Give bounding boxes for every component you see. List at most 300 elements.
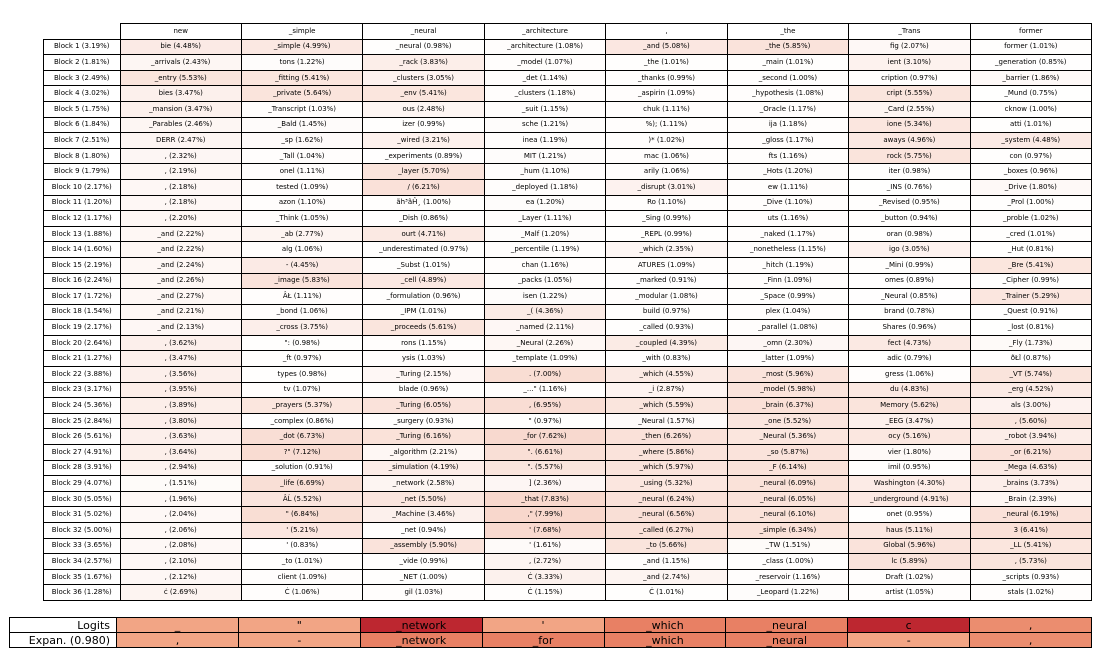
token-cell: _to (5.66%)	[606, 538, 727, 554]
token-cell: Draft (1.02%)	[849, 569, 970, 585]
table-row	[44, 382, 1092, 398]
logits-expansion-table	[9, 617, 1092, 648]
table-row	[44, 242, 1092, 258]
token-cell: _or (6.21%)	[970, 445, 1091, 461]
token-cell: _and (2.27%)	[120, 289, 241, 305]
token-cell: _fitting (5.41%)	[241, 70, 362, 86]
token-cell: ATURES (1.09%)	[606, 257, 727, 273]
summary-token-cell: ,	[970, 633, 1092, 648]
table-row	[44, 195, 1092, 211]
token-cell: izer (0.99%)	[363, 117, 484, 133]
token-cell: _Turing (2.15%)	[363, 367, 484, 383]
token-cell: _complex (0.86%)	[241, 413, 362, 429]
token-cell: _Layer (1.11%)	[484, 211, 605, 227]
table-row	[44, 289, 1092, 305]
token-cell: _TW (1.51%)	[727, 538, 848, 554]
token-cell: _Machine (3.46%)	[363, 507, 484, 523]
row-label: Block 5 (1.75%)	[44, 101, 121, 117]
token-cell: _neural (6.09%)	[727, 476, 848, 492]
token-cell: _network (2.58%)	[363, 476, 484, 492]
token-cell: _rack (3.83%)	[363, 55, 484, 71]
token-cell: _lost (0.81%)	[970, 320, 1091, 336]
token-cell: _so (5.87%)	[727, 445, 848, 461]
table-row	[44, 86, 1092, 102]
token-cell: arily (1.06%)	[606, 164, 727, 180]
token-cell: _ab (2.77%)	[241, 226, 362, 242]
token-cell: , (3.64%)	[120, 445, 241, 461]
token-cell: , (2.18%)	[120, 195, 241, 211]
token-cell: , (3.95%)	[120, 382, 241, 398]
token-cell: _and (2.21%)	[120, 304, 241, 320]
table-row	[44, 445, 1092, 461]
token-cell: ' (5.21%)	[241, 523, 362, 539]
token-cell: _Sing (0.99%)	[606, 211, 727, 227]
token-cell: Global (5.96%)	[849, 538, 970, 554]
token-cell: _that (7.83%)	[484, 491, 605, 507]
token-cell: _private (5.64%)	[241, 86, 362, 102]
token-cell: _IPM (1.01%)	[363, 304, 484, 320]
token-cell: _named (2.11%)	[484, 320, 605, 336]
summary-token-cell: ,	[970, 618, 1092, 633]
token-cell: _one (5.52%)	[727, 413, 848, 429]
token-cell: ysis (1.03%)	[363, 351, 484, 367]
token-cell: Washington (4.30%)	[849, 476, 970, 492]
token-cell: _VT (5.74%)	[970, 367, 1091, 383]
token-cell: _ft (0.97%)	[241, 351, 362, 367]
summary-token-cell: _	[117, 618, 239, 633]
token-cell: ," (7.99%)	[484, 507, 605, 523]
token-cell: _clusters (3.05%)	[363, 70, 484, 86]
token-cell: , (2.32%)	[120, 148, 241, 164]
token-cell: _brains (3.73%)	[970, 476, 1091, 492]
token-cell: _..." (1.16%)	[484, 382, 605, 398]
token-cell: _second (1.00%)	[727, 70, 848, 86]
token-cell: _percentile (1.19%)	[484, 242, 605, 258]
token-cell: _omn (2.30%)	[727, 335, 848, 351]
token-cell: _brain (6.37%)	[727, 398, 848, 414]
token-cell: _thanks (0.99%)	[606, 70, 727, 86]
token-cell: cript (5.55%)	[849, 86, 970, 102]
token-cell: gress (1.06%)	[849, 367, 970, 383]
token-cell: Ċ (3.33%)	[484, 569, 605, 585]
token-cell: fect (4.73%)	[849, 335, 970, 351]
token-cell: _Quest (0.91%)	[970, 304, 1091, 320]
token-cell: _vide (0.99%)	[363, 554, 484, 570]
token-cell: ourt (4.71%)	[363, 226, 484, 242]
summary-token-cell: _which	[604, 618, 726, 633]
token-cell: _clusters (1.18%)	[484, 86, 605, 102]
summary-rows	[10, 618, 1092, 648]
column-header-row	[44, 24, 1092, 40]
token-cell: , (3.80%)	[120, 413, 241, 429]
token-cell: _Parables (2.46%)	[120, 117, 241, 133]
summary-row	[10, 633, 1092, 648]
row-label: Block 17 (1.72%)	[44, 289, 121, 305]
token-cell: , (2.72%)	[484, 554, 605, 570]
token-cell: _simple (6.34%)	[727, 523, 848, 539]
summary-token-cell: "	[238, 618, 360, 633]
token-cell: _hum (1.10%)	[484, 164, 605, 180]
token-cell: _modular (1.08%)	[606, 289, 727, 305]
token-cell: _Neural (0.85%)	[849, 289, 970, 305]
token-cell: _Card (2.55%)	[849, 101, 970, 117]
column-header: _architecture	[484, 24, 605, 40]
table-row	[44, 320, 1092, 336]
token-cell: _i (2.87%)	[606, 382, 727, 398]
token-cell: _mansion (3.47%)	[120, 101, 241, 117]
table-row	[44, 429, 1092, 445]
token-cell: _assembly (5.90%)	[363, 538, 484, 554]
token-cell: _Turing (6.16%)	[363, 429, 484, 445]
token-cell: _cred (1.01%)	[970, 226, 1091, 242]
token-cell: Memory (5.62%)	[849, 398, 970, 414]
token-cell: _arrivals (2.43%)	[120, 55, 241, 71]
token-cell: bie (4.48%)	[120, 39, 241, 55]
row-label: Block 36 (1.28%)	[44, 585, 121, 601]
token-cell: _model (1.07%)	[484, 55, 605, 71]
token-cell: _Hut (0.81%)	[970, 242, 1091, 258]
column-header: _neural	[363, 24, 484, 40]
token-cell: _Leopard (1.22%)	[727, 585, 848, 601]
token-cell: aways (4.96%)	[849, 133, 970, 149]
token-cell: chuk (1.11%)	[606, 101, 727, 117]
token-cell: uts (1.16%)	[727, 211, 848, 227]
summary-token-cell: _which	[604, 633, 726, 648]
token-cell: _Trainer (5.29%)	[970, 289, 1091, 305]
token-cell: MIT (1.21%)	[484, 148, 605, 164]
table-row	[44, 226, 1092, 242]
token-cell: , (1.51%)	[120, 476, 241, 492]
row-label: Block 31 (5.02%)	[44, 507, 121, 523]
token-cell: con (0.97%)	[970, 148, 1091, 164]
token-cell: _disrupt (3.01%)	[606, 179, 727, 195]
token-cell: _aspirin (1.09%)	[606, 86, 727, 102]
token-cell: _life (6.69%)	[241, 476, 362, 492]
token-cell: _Subst (1.01%)	[363, 257, 484, 273]
summary-row-label: Expan. (0.980)	[10, 633, 117, 648]
token-cell: _det (1.14%)	[484, 70, 605, 86]
token-cell: _erg (4.52%)	[970, 382, 1091, 398]
token-cell: sche (1.21%)	[484, 117, 605, 133]
token-cell: inea (1.19%)	[484, 133, 605, 149]
row-label: Block 1 (3.19%)	[44, 39, 121, 55]
row-label: Block 7 (2.51%)	[44, 133, 121, 149]
token-cell: _with (0.83%)	[606, 351, 727, 367]
token-cell: _Malf (1.20%)	[484, 226, 605, 242]
token-cell: azon (1.10%)	[241, 195, 362, 211]
token-cell: tv (1.07%)	[241, 382, 362, 398]
table-row	[44, 133, 1092, 149]
table-row	[44, 117, 1092, 133]
token-cell: _the (5.85%)	[727, 39, 848, 55]
token-cell: omes (0.89%)	[849, 273, 970, 289]
token-cell: onet (0.95%)	[849, 507, 970, 523]
token-cell: _env (5.41%)	[363, 86, 484, 102]
token-cell: " (0.97%)	[484, 413, 605, 429]
token-cell: onel (1.11%)	[241, 164, 362, 180]
column-header: former	[970, 24, 1091, 40]
row-label: Block 30 (5.05%)	[44, 491, 121, 507]
table-row	[44, 351, 1092, 367]
token-cell: _Fly (1.73%)	[970, 335, 1091, 351]
token-cell: client (1.09%)	[241, 569, 362, 585]
token-cell: , (3.63%)	[120, 429, 241, 445]
token-cell: _net (0.94%)	[363, 523, 484, 539]
token-cell: _Neural (2.26%)	[484, 335, 605, 351]
corner-cell	[44, 24, 121, 40]
row-label: Block 24 (5.36%)	[44, 398, 121, 414]
token-cell: - (4.45%)	[241, 257, 362, 273]
row-label: Block 13 (1.88%)	[44, 226, 121, 242]
token-cell: _neural (6.10%)	[727, 507, 848, 523]
token-cell: lc (5.89%)	[849, 554, 970, 570]
token-cell: _which (2.35%)	[606, 242, 727, 258]
token-cell: gil (1.03%)	[363, 585, 484, 601]
token-cell: chan (1.16%)	[484, 257, 605, 273]
token-cell: _marked (0.91%)	[606, 273, 727, 289]
row-label: Block 27 (4.91%)	[44, 445, 121, 461]
token-cell: _and (2.74%)	[606, 569, 727, 585]
token-cell: _gloss (1.17%)	[727, 133, 848, 149]
row-label: Block 2 (1.81%)	[44, 55, 121, 71]
token-cell: _cell (4.89%)	[363, 273, 484, 289]
token-cell: _neural (6.56%)	[606, 507, 727, 523]
token-cell: _( (4.36%)	[484, 304, 605, 320]
token-cell: _sp (1.62%)	[241, 133, 362, 149]
token-cell: , (6.95%)	[484, 398, 605, 414]
token-cell: _model (5.98%)	[727, 382, 848, 398]
token-cell: , (2.10%)	[120, 554, 241, 570]
token-cell: _coupled (4.39%)	[606, 335, 727, 351]
token-cell: _and (2.22%)	[120, 226, 241, 242]
token-cell: fig (2.07%)	[849, 39, 970, 55]
token-cell: _dot (6.73%)	[241, 429, 362, 445]
token-cell: build (0.97%)	[606, 304, 727, 320]
token-cell: _wired (3.21%)	[363, 133, 484, 149]
summary-token-cell: ,	[117, 633, 239, 648]
token-cell: adic (0.79%)	[849, 351, 970, 367]
token-cell: _generation (0.85%)	[970, 55, 1091, 71]
token-cell: mac (1.06%)	[606, 148, 727, 164]
token-cell: _button (0.94%)	[849, 211, 970, 227]
token-cell: , (3.89%)	[120, 398, 241, 414]
token-cell: _naked (1.17%)	[727, 226, 848, 242]
summary-token-cell: -	[848, 633, 970, 648]
token-cell: ". (6.61%)	[484, 445, 605, 461]
token-cell: igo (3.05%)	[849, 242, 970, 258]
token-cell: _layer (5.70%)	[363, 164, 484, 180]
token-cell: _Dish (0.86%)	[363, 211, 484, 227]
token-cell: _template (1.09%)	[484, 351, 605, 367]
summary-token-cell: _network	[360, 633, 482, 648]
table-row	[44, 367, 1092, 383]
token-cell: _and (2.22%)	[120, 242, 241, 258]
row-label: Block 4 (3.02%)	[44, 86, 121, 102]
token-cell: _bond (1.06%)	[241, 304, 362, 320]
row-label: Block 32 (5.00%)	[44, 523, 121, 539]
token-cell: , (5.60%)	[970, 413, 1091, 429]
token-cell: Ċ (1.01%)	[606, 585, 727, 601]
token-cell: _Oracle (1.17%)	[727, 101, 848, 117]
token-cell: rock (5.75%)	[849, 148, 970, 164]
column-header: _Trans	[849, 24, 970, 40]
table-row	[44, 569, 1092, 585]
row-label: Block 18 (1.54%)	[44, 304, 121, 320]
row-label: Block 15 (2.19%)	[44, 257, 121, 273]
token-cell: _and (2.13%)	[120, 320, 241, 336]
token-cell: Ċ (1.06%)	[241, 585, 362, 601]
token-cell: former (1.01%)	[970, 39, 1091, 55]
token-cell: , (5.73%)	[970, 554, 1091, 570]
token-cell: , (3.56%)	[120, 367, 241, 383]
summary-token-cell: '	[482, 618, 604, 633]
token-cell: _underestimated (0.97%)	[363, 242, 484, 258]
token-cell: _which (5.97%)	[606, 460, 727, 476]
token-cell: iter (0.98%)	[849, 164, 970, 180]
table-row	[44, 148, 1092, 164]
table-row	[44, 55, 1092, 71]
token-cell: _nonetheless (1.15%)	[727, 242, 848, 258]
token-cell: DERR (2.47%)	[120, 133, 241, 149]
token-cell: vier (1.80%)	[849, 445, 970, 461]
token-cell: _most (5.96%)	[727, 367, 848, 383]
table-row	[44, 304, 1092, 320]
token-cell: rons (1.15%)	[363, 335, 484, 351]
token-cell: _class (1.00%)	[727, 554, 848, 570]
token-cell: _architecture (1.08%)	[484, 39, 605, 55]
table-row	[44, 273, 1092, 289]
token-cell: _deployed (1.18%)	[484, 179, 605, 195]
token-cell: _proceeds (5.61%)	[363, 320, 484, 336]
token-cell: ous (2.48%)	[363, 101, 484, 117]
token-cell: _Neural (5.36%)	[727, 429, 848, 445]
token-cell: 3 (6.41%)	[970, 523, 1091, 539]
token-cell: _simple (4.99%)	[241, 39, 362, 55]
row-label: Block 3 (2.49%)	[44, 70, 121, 86]
row-label: Block 33 (3.65%)	[44, 538, 121, 554]
column-header: new	[120, 24, 241, 40]
token-cell: plex (1.04%)	[727, 304, 848, 320]
token-cell: oran (0.98%)	[849, 226, 970, 242]
token-cell: Ċ (1.15%)	[484, 585, 605, 601]
token-cell: %); (1.11%)	[606, 117, 727, 133]
token-cell: _parallel (1.08%)	[727, 320, 848, 336]
token-cell: _Bre (5.41%)	[970, 257, 1091, 273]
token-cell: ". (5.57%)	[484, 460, 605, 476]
summary-token-cell: _neural	[726, 618, 848, 633]
token-cell: _neural (6.19%)	[970, 507, 1091, 523]
token-cell: _underground (4.91%)	[849, 491, 970, 507]
token-cell: _barrier (1.86%)	[970, 70, 1091, 86]
token-cell: du (4.83%)	[849, 382, 970, 398]
token-cell: _called (0.93%)	[606, 320, 727, 336]
table-row	[44, 335, 1092, 351]
table-row	[44, 460, 1092, 476]
token-cell: , (2.12%)	[120, 569, 241, 585]
block-token-table	[43, 23, 1092, 601]
token-cell: _scripts (0.93%)	[970, 569, 1091, 585]
token-cell: _solution (0.91%)	[241, 460, 362, 476]
token-cell: _Cipher (0.99%)	[970, 273, 1091, 289]
token-cell: imil (0.95%)	[849, 460, 970, 476]
row-label: Block 8 (1.80%)	[44, 148, 121, 164]
token-cell: haus (5.11%)	[849, 523, 970, 539]
table-row	[44, 398, 1092, 414]
token-cell: _REPL (0.99%)	[606, 226, 727, 242]
table-row	[44, 491, 1092, 507]
token-cell: _Mega (4.63%)	[970, 460, 1091, 476]
token-cell: _boxes (0.96%)	[970, 164, 1091, 180]
column-header: _simple	[241, 24, 362, 40]
token-cell: _Neural (1.57%)	[606, 413, 727, 429]
row-label: Block 22 (3.88%)	[44, 367, 121, 383]
table-row	[44, 70, 1092, 86]
table-row	[44, 39, 1092, 55]
token-cell: _LL (5.41%)	[970, 538, 1091, 554]
token-cell: , (2.08%)	[120, 538, 241, 554]
token-cell: , (2.20%)	[120, 211, 241, 227]
token-cell: _and (5.08%)	[606, 39, 727, 55]
token-cell: _image (5.83%)	[241, 273, 362, 289]
column-header: ,	[606, 24, 727, 40]
token-cell: ÂĹ (5.52%)	[241, 491, 362, 507]
token-cell: ċ (2.69%)	[120, 585, 241, 601]
token-cell: _the (1.01%)	[606, 55, 727, 71]
token-cell: _neural (6.24%)	[606, 491, 727, 507]
token-cell: _neural (0.98%)	[363, 39, 484, 55]
table-row	[44, 523, 1092, 539]
token-cell: ' (7.68%)	[484, 523, 605, 539]
summary-token-cell: _for	[482, 633, 604, 648]
token-cell: _Hots (1.20%)	[727, 164, 848, 180]
token-cell: _Drive (1.80%)	[970, 179, 1091, 195]
token-cell: ' (0.83%)	[241, 538, 362, 554]
token-cell: _Brain (2.39%)	[970, 491, 1091, 507]
token-cell: , (3.47%)	[120, 351, 241, 367]
table-row	[44, 507, 1092, 523]
table-row	[44, 211, 1092, 227]
token-cell: )* (1.02%)	[606, 133, 727, 149]
token-cell: bies (3.47%)	[120, 86, 241, 102]
token-cell: _to (1.01%)	[241, 554, 362, 570]
token-cell: stals (1.02%)	[970, 585, 1091, 601]
table-row	[44, 101, 1092, 117]
token-cell: _Turing (6.05%)	[363, 398, 484, 414]
row-label: Block 19 (2.17%)	[44, 320, 121, 336]
table-row	[44, 476, 1092, 492]
token-cell: _latter (1.09%)	[727, 351, 848, 367]
token-cell: _entry (5.53%)	[120, 70, 241, 86]
table-row	[44, 164, 1092, 180]
token-cell: _Think (1.05%)	[241, 211, 362, 227]
token-cell: _Prol (1.00%)	[970, 195, 1091, 211]
token-cell: ] (2.36%)	[484, 476, 605, 492]
token-cell: _where (5.86%)	[606, 445, 727, 461]
token-cell: _INS (0.76%)	[849, 179, 970, 195]
token-cell: _prayers (5.37%)	[241, 398, 362, 414]
token-cell: types (0.98%)	[241, 367, 362, 383]
token-cell: _neural (6.05%)	[727, 491, 848, 507]
token-cell: _net (5.50%)	[363, 491, 484, 507]
token-cell: , (3.62%)	[120, 335, 241, 351]
token-cell: ocy (5.16%)	[849, 429, 970, 445]
token-cell: atti (1.01%)	[970, 117, 1091, 133]
summary-token-cell: -	[238, 633, 360, 648]
token-cell: tons (1.22%)	[241, 55, 362, 71]
token-cell: , (2.06%)	[120, 523, 241, 539]
summary-row-label: Logits	[10, 618, 117, 633]
token-cell: _for (7.62%)	[484, 429, 605, 445]
